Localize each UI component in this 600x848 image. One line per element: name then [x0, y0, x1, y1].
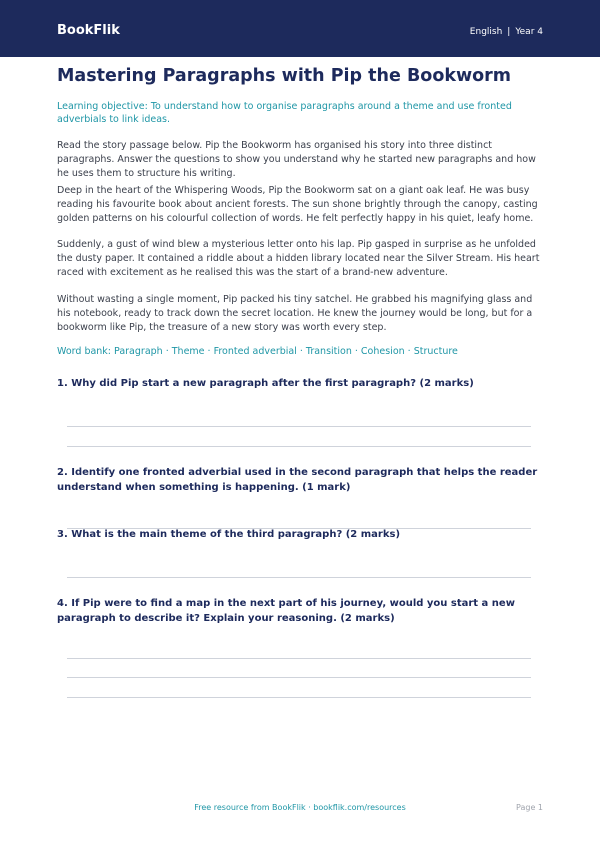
answer-line[interactable]: [67, 577, 531, 578]
question-1: 1. Why did Pip start a new paragraph after the first paragraph? (2 marks): [57, 378, 474, 389]
question-2: 2. Identify one fronted adverbial used in the second paragraph that helps the reader understand when something is happening. (1 mark): [57, 467, 538, 493]
footer-credit[interactable]: Free resource from BookFlik · bookflik.com/resources: [194, 803, 406, 812]
subject-name: English: [469, 27, 503, 37]
separator: |: [507, 27, 511, 37]
question-4: 4. If Pip were to find a map in the next part of his journey, would you start a new paragraph to describe it? Explain your reasoning. (2 marks): [57, 598, 515, 624]
word-bank: Word bank: Paragraph · Theme · Fronted adverbial · Transition · Cohesion · Structure: [57, 346, 458, 357]
story-paragraph-2: Suddenly, a gust of wind blew a mysterious letter onto his lap. Pip gasped in surprise as he unfolded the dusty paper. It contained a riddle about a hidden library located near the Silver Stream. His heart raced with excitement as he realised this was the start of a brand-new adventure.: [57, 239, 540, 278]
story-paragraph-3: Without wasting a single moment, Pip packed his tiny satchel. He grabbed his magnifying glass and his notebook, ready to track down the secret location. He knew the journey would be long, but for a bookworm like Pip, the treasure of a new story was worth every step.: [57, 294, 533, 333]
question-3: 3. What is the main theme of the third paragraph? (2 marks): [57, 529, 401, 540]
subject-label: [470, 27, 543, 37]
answer-line[interactable]: [67, 697, 531, 698]
answer-line[interactable]: [67, 446, 531, 447]
story-paragraph-1: Deep in the heart of the Whispering Woods, Pip the Bookworm sat on a giant oak leaf. He was busy reading his favourite book about ancient forests. The sun shone brightly through the canopy, casting golden patterns on his colourful collection of words. He felt perfectly happy in his quiet, leafy home.: [57, 185, 538, 224]
answer-line[interactable]: [67, 426, 531, 427]
answer-line[interactable]: [67, 658, 531, 659]
page-title: Mastering Paragraphs with Pip the Bookworm: [57, 66, 512, 86]
instructions: Read the story passage below. Pip the Bookworm has organised his story into three distinct paragraphs. Answer the questions to show you understand why he started new paragraphs and how he uses them to structure his writing.: [57, 140, 536, 179]
learning-objective: Learning objective: To understand how to organise paragraphs around a theme and use fronted adverbials to link ideas.: [57, 101, 512, 125]
page-header: [0, 0, 600, 57]
page-number: Page 1: [516, 803, 543, 812]
brand-logo[interactable]: BookFlik: [57, 23, 120, 38]
year-label: Year 4: [515, 27, 543, 37]
answer-line[interactable]: [67, 677, 531, 678]
